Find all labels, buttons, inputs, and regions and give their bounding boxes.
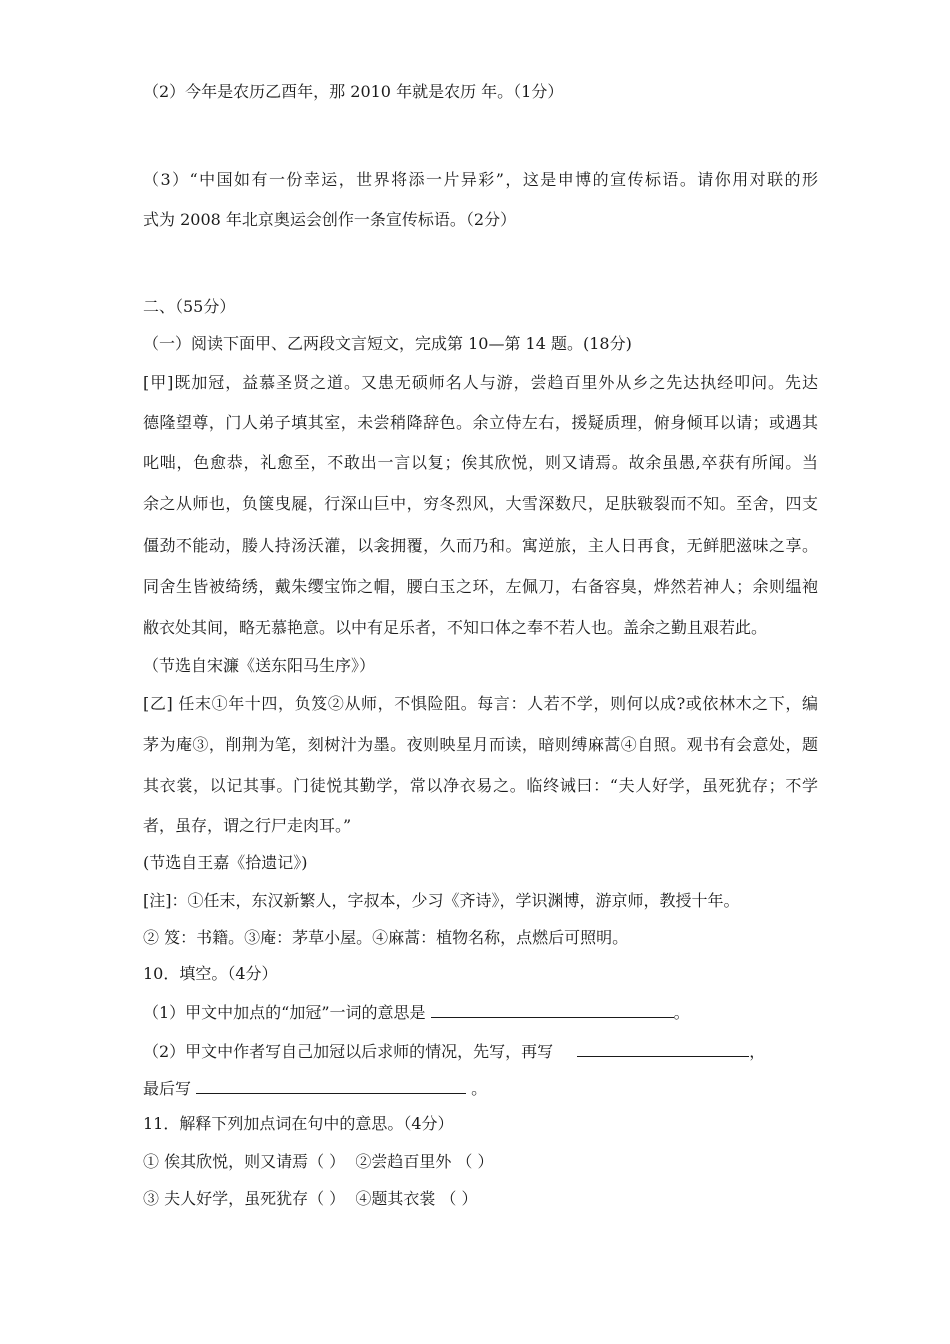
question-10-1-text: （1）甲文中加点的“加冠”一词的意思是 (143, 1003, 431, 1022)
question-10-1-suffix: 。 (673, 1003, 690, 1022)
note-1: [注]：①任末，东汉新繁人，字叔本，少习《齐诗》，学识渊博，游京师，教授十年。 (143, 891, 740, 910)
question-10-1 (143, 1002, 690, 1023)
passage-jia-line: 余之从师也，负箧曳屣，行深山巨中，穷冬烈风，大雪深数尺，足肤皲裂而不知。至舍，四支 (143, 494, 818, 513)
question-9-2-suffix: 年。（1分） (481, 82, 564, 101)
section-2-intro: （一）阅读下面甲、乙两段文言短文，完成第 10—第 14 题。(18分) (143, 334, 632, 353)
question-10-2-text: （2）甲文中作者写自己加冠以后求师的情况，先写，再写 (143, 1042, 554, 1061)
question-9-2 (143, 82, 563, 102)
section-2-heading: 二、（55分） (143, 297, 236, 316)
question-11-title: 11．解释下列加点词在句中的意思。（4分） (143, 1114, 454, 1133)
question-9-3-line-2: 式为 2008 年北京奥运会创作一条宣传标语。（2分） (143, 210, 517, 229)
question-11-row-2: ③ 夫人好学，虽死犹存（ ） ④题其衣裳 （ ） (143, 1189, 478, 1208)
passage-yi-line: [乙] 任末①年十四，负笈②从师，不惧险阻。每言：人若不学，则何以成?或依林木之下，编 (143, 694, 818, 713)
answer-blank[interactable] (196, 1078, 466, 1094)
question-10-3-suffix: 。 (466, 1079, 488, 1098)
answer-blank[interactable] (431, 1002, 674, 1018)
question-10-2 (143, 1041, 765, 1062)
passage-jia-line: 德隆望尊，门人弟子填其室，未尝稍降辞色。余立侍左右，援疑质理，俯身倾耳以请；或遇其 (143, 413, 818, 432)
question-10-title: 10．填空。（4分） (143, 964, 278, 983)
question-10-2-suffix: ， (749, 1042, 766, 1061)
question-11-row-1: ① 俟其欣悦，则又请焉（ ） ②尝趋百里外 （ ） (143, 1152, 494, 1171)
passage-jia-line: 敝衣处其间，略无慕艳意。以中有足乐者，不知口体之奉不若人也。盖余之勤且艰若此。 (143, 618, 768, 637)
passage-jia-line: [甲]既加冠，益慕圣贤之道。又患无硕师名人与游，尝趋百里外从乡之先达执经叩问。先达 (143, 373, 818, 392)
note-2: ② 笈：书籍。③庵：茅草小屋。④麻蒿：植物名称，点燃后可照明。 (143, 928, 629, 947)
passage-jia-line: 同舍生皆被绮绣，戴朱缨宝饰之帽，腰白玉之环，左佩刀，右备容臭，烨然若神人；余则缊袍 (143, 577, 818, 596)
question-10-3 (143, 1078, 487, 1099)
passage-jia-source: （节选自宋濂《送东阳马生序》） (143, 656, 376, 675)
passage-yi-source: (节选自王嘉《拾遗记》) (143, 853, 308, 872)
question-10-3-text: 最后写 (143, 1079, 197, 1098)
passage-yi-line: 其衣裳，以记其事。门徒悦其勤学，常以净衣易之。临终诫曰：“夫人好学，虽死犹存；不学 (143, 776, 818, 795)
answer-blank[interactable] (577, 1041, 749, 1057)
passage-jia-line: 叱咄，色愈恭，礼愈至，不敢出一言以复；俟其欣悦，则又请焉。故余虽愚,卒获有所闻。当 (143, 453, 818, 472)
passage-yi-line: 者，虽存，谓之行尸走肉耳。” (143, 816, 352, 835)
question-9-3-line-1: （3）“中国如有一份幸运，世界将添一片异彩”，这是申博的宣传标语。请你用对联的形 (143, 170, 818, 189)
passage-yi-line: 茅为庵③，削荆为笔，刻树汁为墨。夜则映星月而读，暗则缚麻蒿④自照。观书有会意处，题 (143, 735, 818, 754)
question-9-2-text: （2）今年是农历乙酉年，那 2010 年就是农历 (143, 82, 482, 101)
passage-jia-line: 僵劲不能动，媵人持汤沃灌，以衾拥覆，久而乃和。寓逆旅，主人日再食，无鲜肥滋味之享。 (143, 536, 818, 555)
